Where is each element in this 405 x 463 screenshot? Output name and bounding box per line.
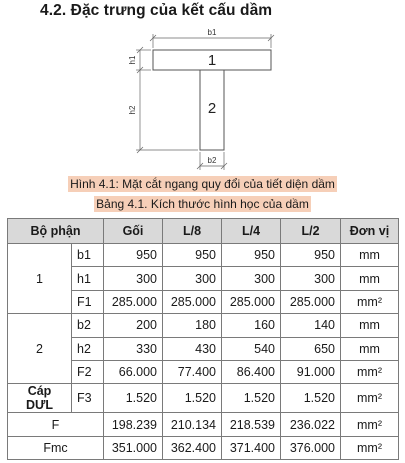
group-cable-label: Cáp DƯL [8,384,72,413]
value-cell: 330 [104,337,163,360]
value-cell: 140 [281,314,341,337]
value-cell: 1.520 [163,384,222,413]
b2-label: b2 [207,156,217,165]
header-l2: L/2 [281,219,341,244]
value-cell: 950 [281,244,341,267]
header-unit: Đơn vị [341,219,399,244]
table-row [8,314,399,337]
group-1-label: 1 [8,244,72,314]
value-cell: 91.000 [281,360,341,383]
unit-cell: mm² [341,436,399,459]
unit-cell: mm² [341,413,399,436]
value-cell: 236.022 [281,413,341,436]
value-cell: 371.400 [222,436,281,459]
b2-dimension [197,152,227,170]
param-cell: F1 [72,290,104,313]
value-cell: 160 [222,314,281,337]
value-cell: 300 [104,267,163,290]
value-cell: 198.239 [104,413,163,436]
b1-dimension [150,28,274,48]
value-cell: 300 [222,267,281,290]
value-cell: 1.520 [104,384,163,413]
value-cell: 300 [281,267,341,290]
table-row [8,244,399,267]
value-cell: 430 [163,337,222,360]
param-cell: b1 [72,244,104,267]
table-row [8,436,399,459]
value-cell: 950 [104,244,163,267]
total-f-label: F [8,413,104,436]
total-fmc-label: Fmc [8,436,104,459]
part-2-label: 2 [207,100,217,117]
value-cell: 376.000 [281,436,341,459]
value-cell: 180 [163,314,222,337]
unit-cell: mm² [341,360,399,383]
unit-cell: mm² [341,290,399,313]
param-cell: F2 [72,360,104,383]
unit-cell: mm [341,267,399,290]
value-cell: 285.000 [222,290,281,313]
value-cell: 950 [222,244,281,267]
header-l8: L/8 [163,219,222,244]
value-cell: 285.000 [163,290,222,313]
value-cell: 300 [163,267,222,290]
unit-cell: mm² [341,384,399,413]
t-section-figure [0,0,405,175]
value-cell: 351.000 [104,436,163,459]
param-cell: F3 [72,384,104,413]
t-section-drawing [0,0,405,175]
table-caption-text: Bảng 4.1. Kích thước hình học của dầm [96,197,309,211]
param-cell: h2 [72,337,104,360]
table-row [8,384,399,413]
unit-cell: mm [341,244,399,267]
section-heading: 4.2. Đặc trưng của kết cấu dầm [40,2,273,19]
value-cell: 540 [222,337,281,360]
part-1-label: 1 [207,52,217,69]
value-cell: 1.520 [222,384,281,413]
value-cell: 86.400 [222,360,281,383]
param-cell: b2 [72,314,104,337]
value-cell: 650 [281,337,341,360]
value-cell: 77.400 [163,360,222,383]
table-caption [0,197,405,211]
value-cell: 218.539 [222,413,281,436]
table-row [8,413,399,436]
header-l4: L/4 [222,219,281,244]
value-cell: 210.134 [163,413,222,436]
figure-caption [0,177,405,191]
header-support: Gối [104,219,163,244]
h1-label: h1 [128,55,137,65]
value-cell: 66.000 [104,360,163,383]
value-cell: 950 [163,244,222,267]
figure-caption-text: Hình 4.1: Mặt cắt ngang quy đổi của tiết diện dầm [70,177,335,191]
param-cell: h1 [72,267,104,290]
h2-dimension [128,70,198,153]
header-component: Bộ phận [8,219,104,244]
table-header-row [8,219,399,244]
h2-label: h2 [128,105,137,115]
unit-cell: mm [341,337,399,360]
value-cell: 285.000 [281,290,341,313]
unit-cell: mm [341,314,399,337]
value-cell: 362.400 [163,436,222,459]
value-cell: 1.520 [281,384,341,413]
h1-dimension [128,47,151,73]
geometry-table [7,218,399,460]
value-cell: 200 [104,314,163,337]
b1-label: b1 [207,28,217,37]
value-cell: 285.000 [104,290,163,313]
group-2-label: 2 [8,314,72,384]
